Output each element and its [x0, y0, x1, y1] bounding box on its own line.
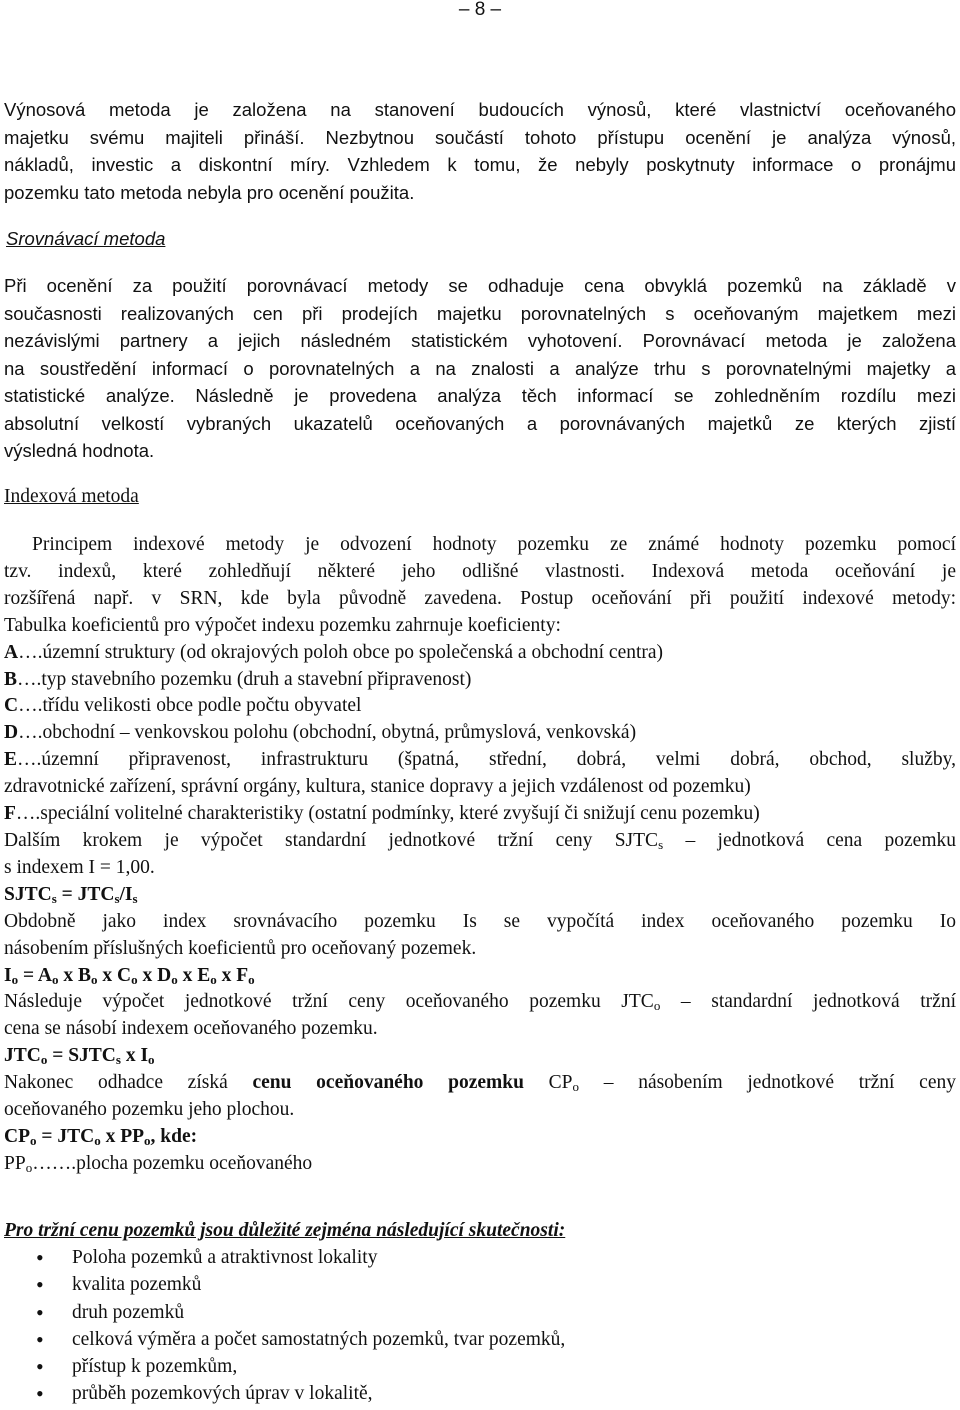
list-item: • druh pozemků — [36, 1299, 565, 1326]
coefficient-f: F….speciální volitelné charakteristiky (ostatní podmínky, které zvyšují či snižují cenu pozemku) — [4, 803, 760, 825]
text-line: nákladů, investic a diskontní míry. Vzhledem k tomu, že nebyly poskytnuty informace o pronájmu — [4, 154, 956, 175]
coefficient-e-cont: zdravotnické zařízení, správní orgány, kultura, stanice dopravy a jejich vzdálenost od pozemku) — [4, 776, 751, 798]
text-line: cena se násobí indexem oceňovaného pozemku. — [4, 1018, 378, 1040]
text-line: pozemku tato metoda nebyla pro ocenění použita. — [4, 181, 415, 203]
coefficient-b: B….typ stavebního pozemku (druh a stavební připravenost) — [4, 668, 472, 690]
factor-list — [36, 1244, 565, 1408]
text-line: násobením příslušných koeficientů pro oceňovaný pozemek. — [4, 937, 477, 959]
heading-trzni-cena: Pro tržní cenu pozemků jsou důležité zejména následující skutečnosti: — [4, 1220, 566, 1241]
list-item: • průběh pozemkových úprav v lokalitě, — [36, 1380, 565, 1407]
formula-jtc: $JTC_o$ = $SJTC_s$ x $I_o$ — [4, 1045, 155, 1068]
paragraph-vynosova — [4, 96, 956, 206]
text-line: tzv. indexů, které zohledňují některé jeho odlišné vlastnosti. Indexová metoda oceňování je — [4, 560, 956, 582]
formula-cp: $CP_o = JTC_o$ x $PP_o$, kde: — [4, 1125, 198, 1148]
list-item: • kvalita pozemků — [36, 1271, 565, 1298]
text-line: Při ocenění za použití porovnávací metody se odhaduje cena obvyklá pozemků na základě v — [4, 275, 956, 296]
sjtc-explanation: Dalším krokem je výpočet standardní jednotkové tržní ceny $SJTC_s$ – jednotková cena pozemku — [4, 829, 957, 852]
text-line: Výnosová metoda je založena na stanovení budoucích výnosů, které vlastnictví oceňovaného — [4, 99, 956, 120]
text-line: Obdobně jako index srovnávacího pozemku Is se vypočítá index oceňovaného pozemku Io — [4, 910, 956, 932]
text-line: oceňovaného pozemku jeho plochou. — [4, 1099, 295, 1121]
text-line: nezávislými partnery a jejich následném statistickém vyhotovení. Porovnávací metoda je založena — [4, 330, 956, 351]
text-line: současnosti realizovaných cen při prodejích majetku porovnatelných s oceňovaným majetkem mezi — [4, 302, 956, 324]
text-line: statistické analýze. Následně je provedena analýza těch informací se zohledněním rozdílu mezi — [4, 385, 956, 406]
coefficient-d: D….obchodní – venkovskou polohu (obchodní, obytná, průmyslová, venkovská) — [4, 722, 637, 744]
text-line: absolutní velkostí vybraných ukazatelů oceňovaných a porovnávaných majetků ze kterých zjistí — [4, 412, 956, 434]
list-item: • přístup k pozemkům, — [36, 1353, 565, 1380]
formula-sjtc: $SJTC_s = JTC_s/I_s$ — [4, 883, 138, 906]
pp-definition: $PP_o\dots\dots.plocha$ pozemku oceňovaného — [4, 1152, 313, 1175]
text-line: s indexem I = 1,00. — [4, 856, 155, 878]
paragraph-indexova — [4, 532, 956, 1178]
text-line: majetku svému majiteli přináší. Nezbytnou součástí tohoto přístupu ocenění je analýza výnosů, — [4, 126, 956, 148]
text-line: na soustředění informací o porovnatelných a na znalosti a analýze trhu s porovnatelnými majetky a — [4, 357, 956, 379]
page-number: – 8 – — [458, 0, 502, 20]
cp-explanation: Nakonec odhadce získá cenu oceňovaného pozemku $CP_o$ – násobením jednotkové tržní ceny — [4, 1072, 956, 1095]
list-item: • celková výměra a počet samostatných pozemků, tvar pozemků, — [36, 1326, 565, 1353]
coefficient-e: E….územní připravenost, infrastrukturu (špatná, střední, dobrá, velmi dobrá, obchod, služby, — [4, 749, 956, 771]
text-line: Tabulka koeficientů pro výpočet indexu pozemku zahrnuje koeficienty: — [4, 614, 561, 636]
jtc-explanation: Následuje výpočet jednotkové tržní ceny oceňovaného pozemku $JTC_o$ – standardní jednotková tržní — [4, 991, 956, 1014]
list-item: • Poloha pozemků a atraktivnost lokality — [36, 1244, 565, 1271]
heading-indexova-metoda: Indexová metoda — [4, 486, 139, 507]
heading-srovnavaci-metoda: Srovnávací metoda — [6, 228, 166, 249]
formula-io: $I_o = A_o$ x $B_o$ x $C_o$ x $D_o$ x $E_o$ x $F_o$ — [4, 964, 255, 987]
coefficient-a: A….územní struktury (od okrajových poloh obce po společenská a obchodní centra) — [4, 641, 664, 663]
text-line: rozšířená např. v SRN, kde byla původně zavedena. Postup oceňování při použití indexové metody: — [4, 587, 956, 609]
paragraph-srovnavaci — [4, 272, 956, 465]
text-line: Principem indexové metody je odvození hodnoty pozemku ze známé hodnoty pozemku pomocí — [32, 534, 956, 555]
text-line: výsledná hodnota. — [4, 440, 155, 461]
coefficient-c: C….třídu velikosti obce podle počtu obyvatel — [4, 695, 362, 717]
